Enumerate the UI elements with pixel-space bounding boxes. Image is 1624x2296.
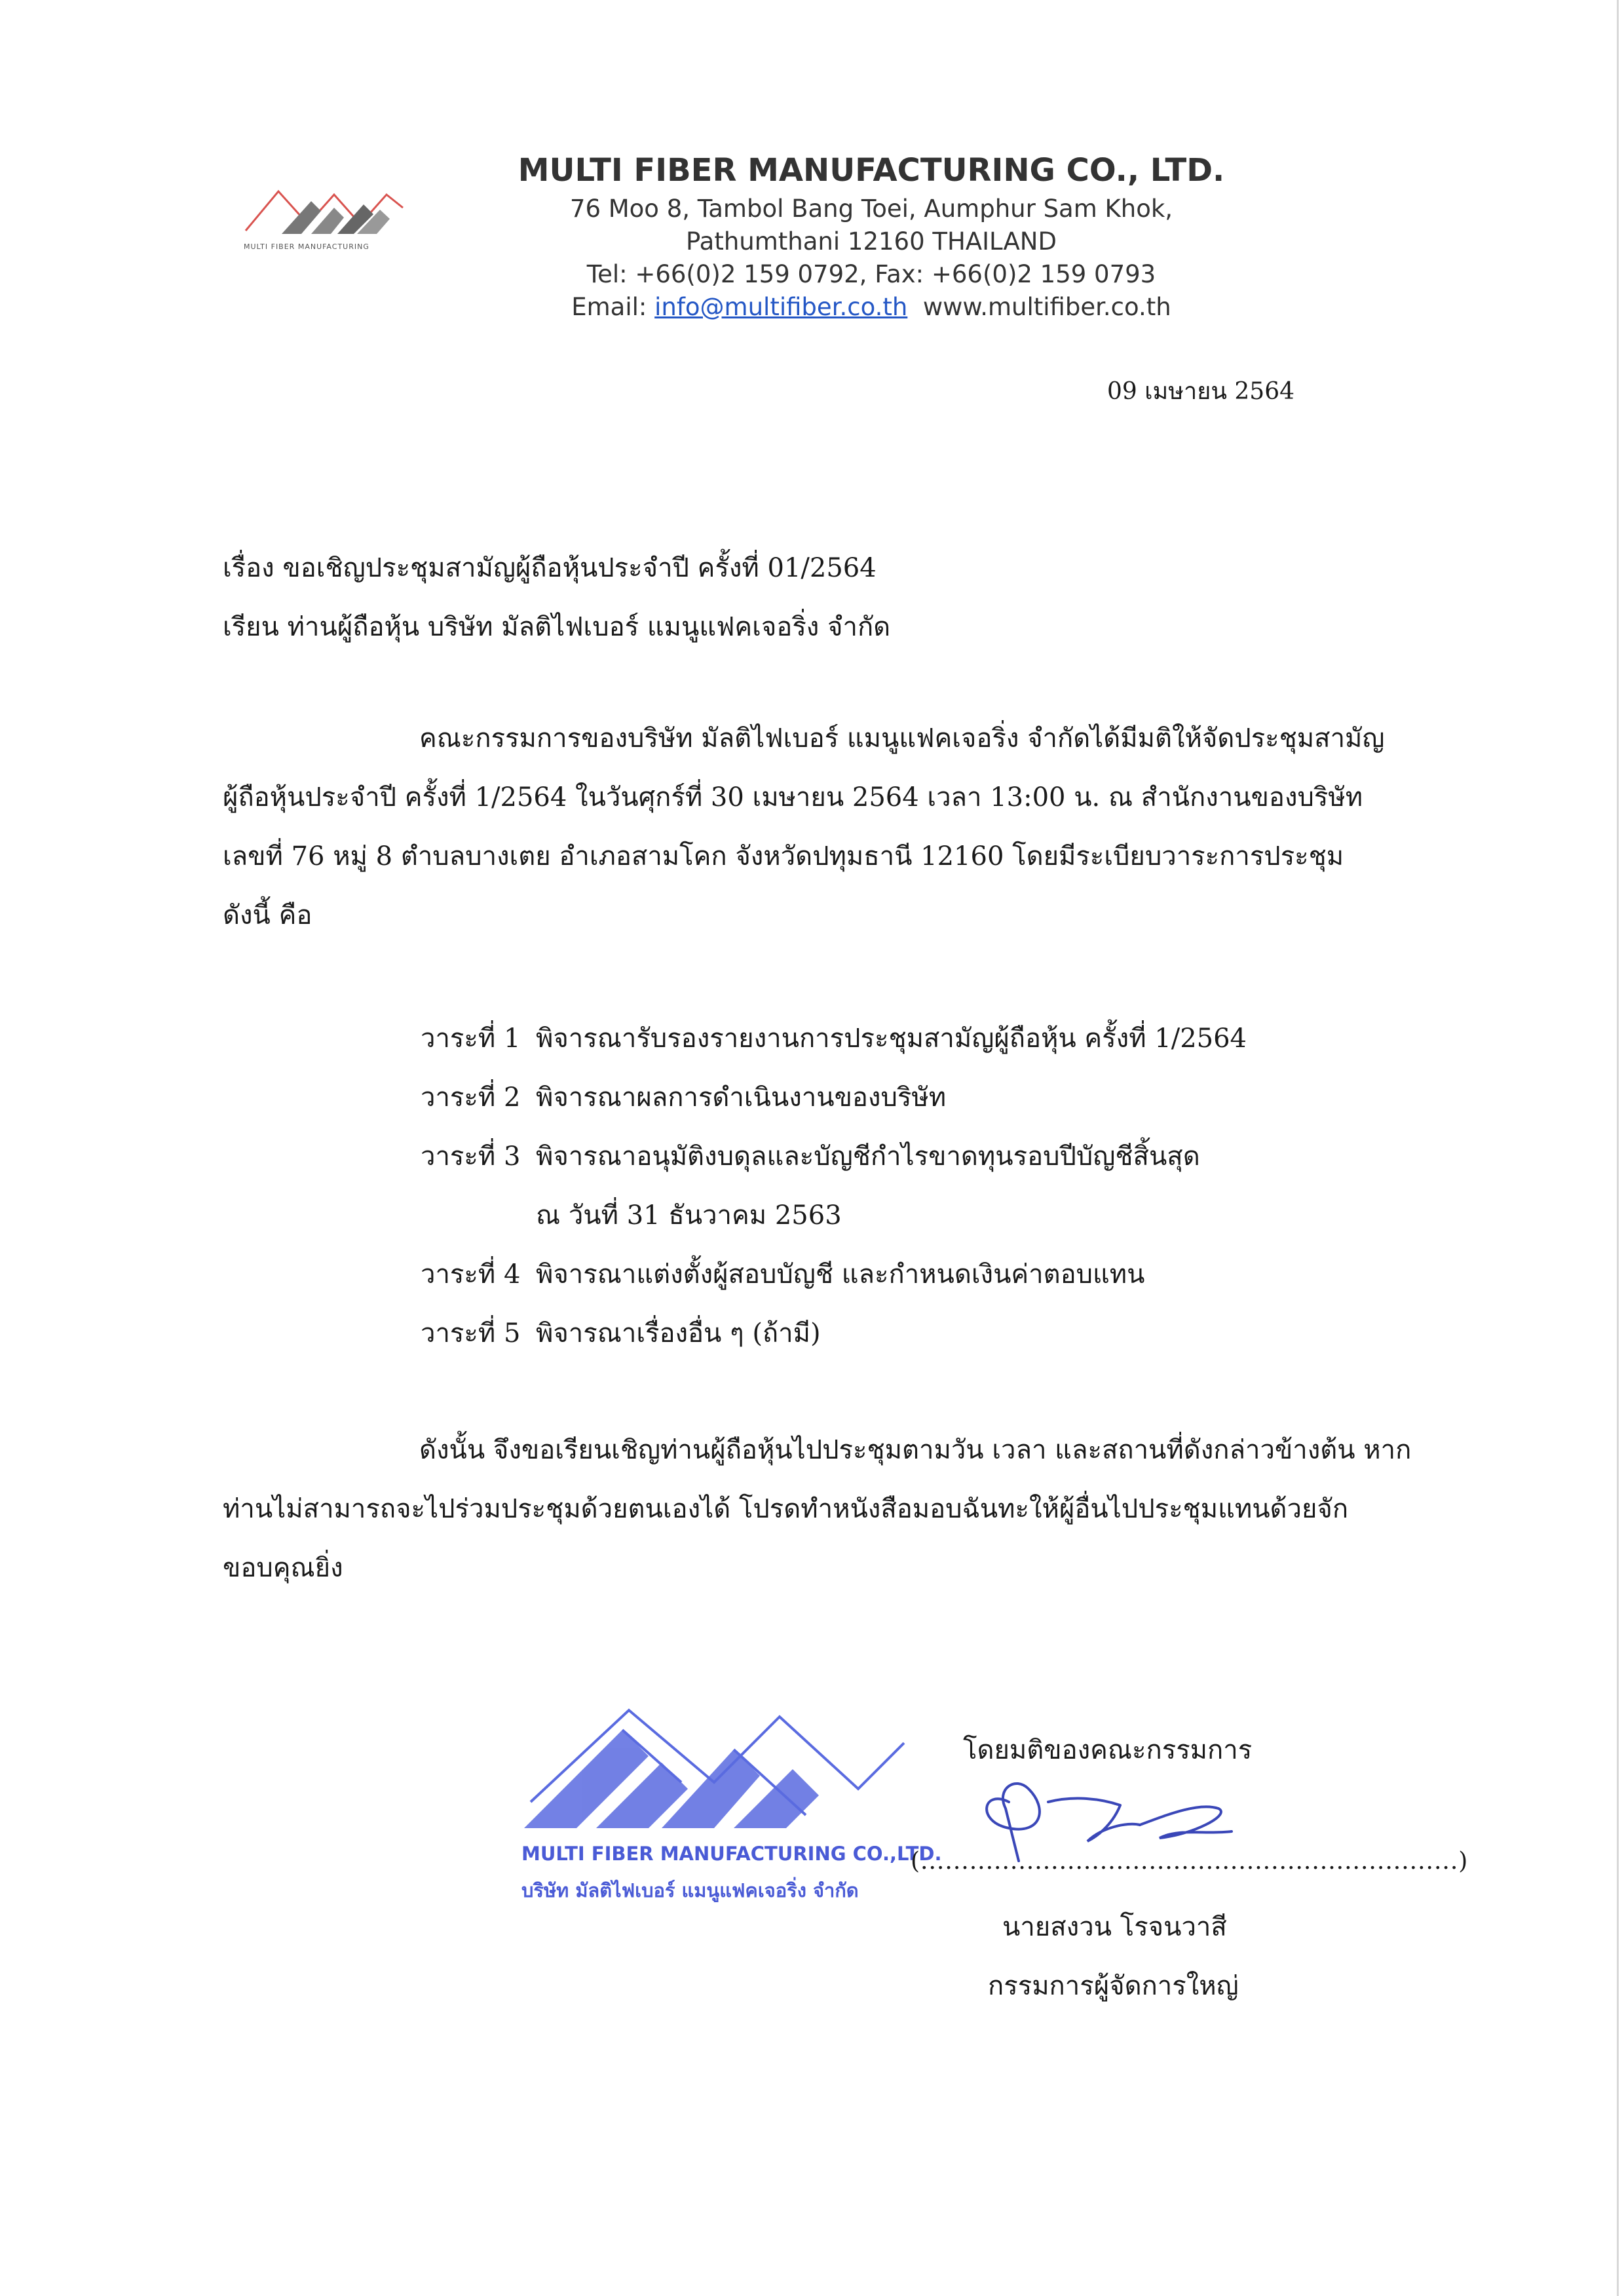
closing-line: ขอบคุณยิ่ง [223,1553,343,1583]
agenda-item [421,1245,1247,1304]
signer-name: นายสงวน โรจนวาสี [1002,1912,1227,1942]
letter-date: 09 เมษายน 2564 [1107,378,1294,405]
body-line: คณะกรรมการของบริษัท มัลติไฟเบอร์ แมนูแฟคเจอริ่ง จำกัดได้มีมติให้จัดประชุมสามัญ [419,723,1385,754]
page-edge-line [1617,0,1619,2296]
email-link[interactable]: info@multifiber.co.th [654,293,908,321]
phone-fax: Tel: +66(0)2 159 0792, Fax: +66(0)2 159 0793 [586,260,1156,288]
agenda-number: วาระที่ 3 [421,1141,521,1172]
agenda-item [421,1304,1247,1363]
contact-line [504,291,1238,324]
body-line: เลขที่ 76 หมู่ 8 ตำบลบางเตย อำเภอสามโคก จังหวัดปทุมธานี 12160 โดยมีระเบียบวาระการประชุม [223,841,1344,871]
agenda-text: พิจารณาผลการดำเนินงานของบริษัท [536,1082,947,1113]
company-letterhead [504,152,1238,324]
email-label: Email: [571,293,647,321]
closing-paragraph [223,1421,1494,1598]
closing-line: ดังนั้น จึงขอเรียนเชิญท่านผู้ถือหุ้นไปประชุมตามวัน เวลา และสถานที่ดังกล่าวข้างต้น หาก [419,1435,1412,1465]
agenda-text: พิจารณาเรื่องอื่น ๆ (ถ้ามี) [536,1318,821,1349]
agenda-item [421,1068,1247,1127]
agenda-continuation: ณ วันที่ 31 ธันวาคม 2563 [536,1200,842,1231]
agenda-item [421,1009,1247,1068]
agenda-number: วาระที่ 2 [421,1082,521,1113]
signature-dotted-line: (..................................................................) [911,1848,1469,1875]
signer-title: กรรมการผู้จัดการใหญ่ [988,1971,1239,2001]
agenda-list [421,1009,1247,1363]
company-stamp-icon [518,1704,911,1894]
agenda-text: พิจารณาอนุมัติงบดุลและบัญชีกำไรขาดทุนรอบปีบัญชีสิ้นสุด [536,1141,1200,1172]
company-name: MULTI FIBER MANUFACTURING CO., LTD. [518,152,1225,189]
agenda-item [421,1127,1247,1186]
logo-caption: MULTI FIBER MANUFACTURING [244,242,369,251]
agenda-text: พิจารณารับรองรายงานการประชุมสามัญผู้ถือหุ้น ครั้งที่ 1/2564 [536,1024,1247,1054]
closing-line: ท่านไม่สามารถจะไปร่วมประชุมด้วยตนเองได้ โปรดทำหนังสือมอบฉันทะให้ผู้อื่นไปประชุมแทนด้วยจัก [223,1494,1349,1524]
signature-by-line: โดยมติของคณะกรรมการ [963,1735,1253,1765]
website: www.multifiber.co.th [922,293,1171,321]
agenda-number: วาระที่ 4 [421,1259,521,1290]
body-paragraph [223,709,1494,945]
letter-subject: เรื่อง ขอเชิญประชุมสามัญผู้ถือหุ้นประจำปี ครั้งที่ 01/2564 [223,553,877,583]
stamp-company-th: บริษัท มัลติไฟเบอร์ แมนูแฟคเจอริ่ง จำกัด [521,1879,859,1902]
stamp-company-en: MULTI FIBER MANUFACTURING CO.,LTD. [521,1843,942,1865]
body-line: ดังนี้ คือ [223,900,312,930]
agenda-text: พิจารณาแต่งตั้งผู้สอบบัญชี และกำหนดเงินค่าตอบแทน [536,1259,1145,1290]
address-line-1: 76 Moo 8, Tambol Bang Toei, Aumphur Sam Khok, [569,195,1173,223]
agenda-number: วาระที่ 1 [421,1024,521,1054]
address-line-2: Pathumthani 12160 THAILAND [686,227,1057,256]
letter-salutation: เรียน ท่านผู้ถือหุ้น บริษัท มัลติไฟเบอร์ แมนูแฟคเจอริ่ง จำกัด [223,612,891,642]
body-line: ผู้ถือหุ้นประจำปี ครั้งที่ 1/2564 ในวันศุกร์ที่ 30 เมษายน 2564 เวลา 13:00 น. ณ สำนักงานของบริษัท [223,782,1363,813]
agenda-number: วาระที่ 5 [421,1318,521,1349]
